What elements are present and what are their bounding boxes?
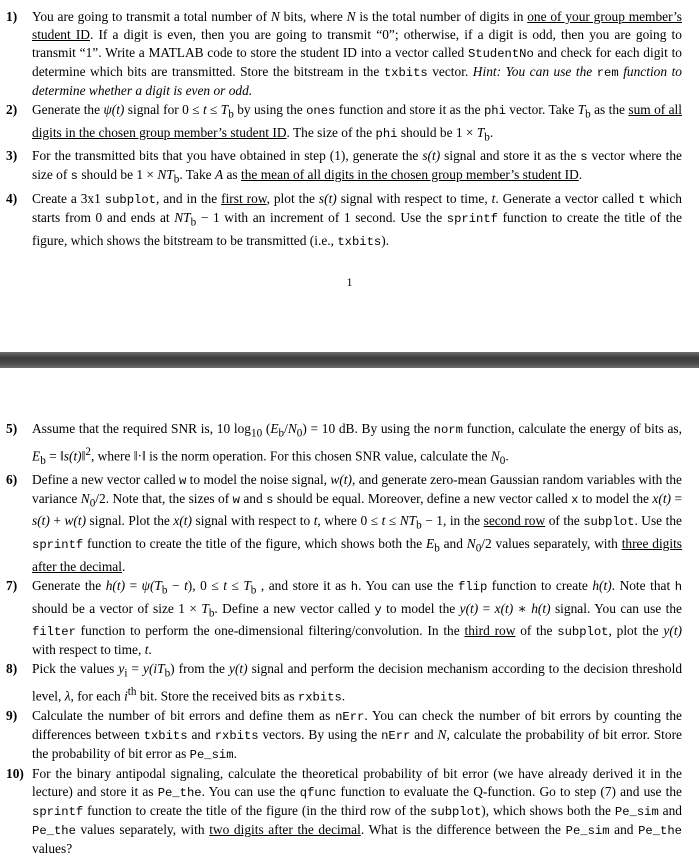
question-text: Generate the	[32, 102, 104, 117]
question-text: function to create the title of the figure, which shows both the	[83, 536, 427, 552]
question-text: is the total number of digits in	[355, 9, 528, 24]
question-text: −	[167, 577, 185, 593]
question-item	[6, 765, 682, 858]
question-text: λ	[64, 688, 71, 704]
question-text: vector.	[427, 64, 473, 79]
question-list-page-1	[6, 8, 682, 252]
code-term: Pe_sim	[614, 805, 659, 820]
question-text: ∗	[513, 600, 532, 616]
question-text: Calculate the number of bit errors and define them as	[32, 708, 336, 724]
question-item	[6, 8, 682, 100]
code-term: subplot	[104, 193, 156, 208]
question-text: y(iT	[143, 661, 165, 677]
question-text: b	[416, 520, 422, 533]
code-term: h	[350, 579, 359, 594]
question-text: Create a 3x1	[32, 191, 105, 207]
question-number: 2)	[6, 102, 18, 117]
question-item	[6, 147, 682, 189]
question-text: , and generate zero-mean Gaussian random variables with the variance	[32, 471, 682, 506]
code-term: Pe_the	[32, 824, 76, 839]
question-text: function, calculate the energy of bits as,	[462, 421, 682, 436]
question-text: values separately, with	[75, 822, 210, 838]
question-text: function to create the title of the figure, which shows the bitstream to be transmitted (i.e.,	[32, 210, 682, 248]
question-text: , plot the	[608, 623, 664, 639]
question-item	[6, 190, 682, 251]
question-text: NT	[157, 167, 174, 183]
question-text: =	[125, 577, 142, 593]
question-text: , for each	[70, 688, 125, 704]
question-text: 0	[499, 454, 506, 467]
code-term: y	[374, 602, 382, 617]
code-term: Pe_the	[157, 786, 202, 801]
question-text: b	[190, 216, 197, 229]
question-text: . You can check the number of bit errors by counting the differences between	[32, 708, 682, 743]
question-text: b	[40, 454, 46, 467]
question-text: bits, where	[279, 9, 347, 24]
question-text: vector where the size of	[32, 148, 682, 183]
question-text: i	[124, 688, 128, 704]
code-term: x	[571, 492, 579, 507]
question-text: , plot the	[266, 191, 319, 207]
question-text: ψ(T	[141, 577, 162, 593]
question-text: function to perform the one-dimensional filtering/convolution. In the	[75, 623, 465, 639]
question-text: w(t)	[64, 513, 87, 529]
question-text: function to create	[487, 577, 593, 593]
question-number: 10)	[6, 766, 24, 782]
underlined-text: second row	[483, 513, 546, 529]
question-text: to model the noise signal,	[186, 471, 331, 487]
question-item	[6, 660, 682, 706]
question-item	[6, 707, 682, 764]
question-number: 8)	[6, 661, 18, 677]
question-text: T	[577, 102, 586, 117]
question-text: T	[220, 102, 229, 117]
question-text: vector. Take	[505, 102, 578, 117]
question-text: h(t)	[531, 600, 551, 616]
question-text: N	[490, 448, 500, 464]
question-text: signal for 0 ≤	[124, 102, 203, 117]
question-text: w(t)	[330, 471, 352, 487]
question-text: b	[208, 607, 215, 620]
question-text: by using the	[233, 102, 307, 117]
question-text: x(t)	[652, 490, 672, 506]
code-term: s	[266, 492, 274, 507]
question-text: T	[476, 124, 485, 140]
question-text: . Generate a vector called	[495, 191, 639, 207]
question-text: t	[381, 513, 386, 529]
question-text: t	[223, 577, 227, 593]
question-text: T	[243, 577, 251, 593]
question-text: ), which shows both the	[481, 803, 615, 819]
code-term: qfunc	[299, 786, 337, 801]
question-text: and	[609, 822, 639, 838]
question-text: b	[278, 427, 285, 440]
question-text: E	[32, 448, 41, 464]
question-text: A	[214, 167, 224, 183]
code-term: filter	[32, 625, 76, 640]
code-term: nErr	[335, 710, 365, 725]
question-text: function to create the title of the figure (in the third row of the	[83, 803, 431, 819]
underlined-text: first row	[221, 191, 267, 207]
code-term: w	[232, 492, 240, 507]
question-text: should be a vector of size 1 ×	[32, 600, 202, 616]
question-text: s(t)	[32, 513, 50, 529]
code-term: txbits	[383, 66, 428, 80]
code-term: w	[178, 473, 187, 488]
question-text: ) from the	[170, 661, 229, 677]
question-text: 2	[85, 445, 91, 458]
question-text: and	[658, 803, 683, 819]
question-number: 3)	[6, 148, 18, 164]
question-text: y	[118, 661, 125, 677]
document-page-1	[0, 0, 699, 352]
code-term: sprintf	[32, 805, 84, 820]
question-text: b	[161, 584, 168, 597]
question-text: should be equal. Moreover, define a new vector called	[273, 490, 572, 506]
question-text: h(t)	[105, 577, 126, 593]
question-text: =	[127, 661, 143, 677]
question-text: of the	[545, 513, 584, 529]
question-text: and	[410, 727, 438, 743]
underlined-text: one of your group member’s student ID	[32, 9, 682, 42]
question-text: .	[505, 448, 509, 464]
code-term: StudentNo	[467, 47, 534, 61]
question-text: , and in the	[155, 191, 222, 207]
question-text: t	[144, 642, 149, 658]
question-text: =	[671, 490, 682, 506]
question-text: function to determine whether a digit is even or odd.	[32, 64, 682, 98]
question-text: ≤	[385, 513, 400, 529]
page-separator	[0, 352, 699, 368]
question-text: N	[346, 9, 356, 24]
code-term: subplot	[583, 515, 635, 530]
question-text: ≤	[206, 102, 221, 117]
question-text: . If a digit is even, then you are going to transmit “0”; otherwise, if a digit is odd, then you are going to transmit “1”. Write a MATLAB code to store the student ID into a vector called	[32, 27, 682, 60]
underlined-text: three digits after the decimal	[32, 536, 683, 574]
question-text: For the transmitted bits that you have obtained in step (1), generate the	[32, 148, 423, 164]
question-text: Generate the	[32, 577, 106, 593]
question-text: b	[585, 108, 591, 121]
question-text: vectors. By using the	[258, 727, 382, 743]
question-text: bit. Store the received bits as	[136, 688, 298, 704]
question-text: You are going to transmit a total number of	[32, 9, 271, 24]
question-text: b	[484, 131, 490, 144]
question-text: signal with respect to	[191, 513, 314, 529]
question-text: − 1, in the	[421, 513, 484, 529]
question-text: should be 1 ×	[78, 167, 158, 183]
question-text: should be 1 ×	[397, 124, 477, 140]
question-text: . Use the	[634, 513, 683, 529]
question-text: ) = 10 dB. By using the	[302, 421, 434, 436]
code-term: Pe_sim	[565, 824, 610, 839]
question-text: Pick the values	[32, 661, 119, 677]
question-text: b	[173, 174, 180, 187]
code-term: s	[580, 150, 588, 165]
question-text: NT	[174, 210, 191, 226]
question-text: . Take	[179, 167, 215, 183]
question-number: 4)	[6, 191, 18, 207]
code-term: nErr	[381, 729, 411, 744]
code-term: txbits	[143, 729, 188, 744]
question-text: Hint: You can use the	[472, 64, 597, 79]
question-list-page-2	[6, 420, 682, 859]
question-text: N	[287, 421, 297, 436]
code-term: rem	[596, 66, 619, 80]
question-text: /2 values separately, with	[481, 536, 622, 552]
question-text: ≤	[226, 577, 244, 593]
code-term: subplot	[557, 625, 609, 640]
question-text: b	[434, 542, 440, 555]
question-text: y(t)	[229, 661, 248, 677]
underlined-text: two digits after the decimal	[209, 822, 361, 838]
question-text: y(t)	[663, 623, 683, 639]
question-text: E	[270, 421, 279, 436]
question-text: ), 0 ≤	[187, 577, 224, 593]
question-text: th	[127, 685, 137, 698]
question-text: b	[228, 108, 234, 121]
question-text: N	[80, 490, 90, 506]
question-text: , where ‖·‖ is the norm operation. For this chosen SNR value, calculate the	[90, 448, 491, 464]
question-number: 9)	[6, 708, 18, 724]
question-text: .	[341, 688, 346, 704]
question-text: t	[313, 513, 318, 529]
question-text: , and store it as	[256, 577, 351, 593]
question-text: signal with respect to time,	[336, 191, 492, 207]
question-text: t	[184, 577, 188, 593]
question-text: signal and store it as the	[440, 148, 581, 164]
question-text: , where 0 ≤	[317, 513, 382, 529]
question-text: T	[201, 600, 209, 616]
question-text: x(t)	[494, 600, 514, 616]
question-text: +	[49, 513, 65, 529]
underlined-text: third row	[464, 623, 516, 639]
question-number: 6)	[6, 471, 18, 487]
question-text: , calculate the probability of bit error. Store the probability of bit error as	[32, 727, 682, 762]
question-text: .	[578, 167, 583, 183]
question-number: 1)	[6, 9, 18, 24]
code-term: flip	[458, 579, 488, 594]
question-text: N	[270, 9, 280, 24]
question-text: function to evaluate the Q-function. Go to step (7) and use the	[336, 784, 682, 800]
code-term: norm	[433, 423, 463, 437]
question-item	[6, 101, 682, 146]
question-text: i	[124, 667, 128, 680]
code-term: h	[674, 579, 683, 594]
question-text: For the binary antipodal signaling, calculate the theoretical probability of bit error (we have already derived it in the lecture) and store it as	[32, 766, 682, 800]
question-text: h(t)	[592, 577, 612, 593]
question-text: and	[239, 490, 267, 506]
question-text: N	[437, 727, 447, 743]
question-text: /	[284, 421, 288, 436]
page-number: 1	[346, 275, 353, 289]
question-text: .	[121, 558, 126, 574]
code-term: sprintf	[446, 212, 498, 227]
question-text: ).	[381, 232, 390, 248]
question-text: NT	[399, 513, 417, 529]
question-text: signal and perform the decision mechanism according to the decision threshold level,	[32, 661, 683, 704]
code-term: s	[70, 169, 78, 184]
question-text: t	[202, 102, 207, 117]
code-term: Pe_the	[638, 824, 682, 839]
question-text: x(t)	[173, 513, 192, 529]
question-text: (	[262, 421, 271, 436]
question-text: . What is the difference between the	[360, 822, 566, 838]
question-text: ψ(t)	[103, 102, 125, 117]
code-term: subplot	[430, 805, 482, 820]
question-text: . Note that	[611, 577, 675, 593]
question-text: N	[466, 536, 476, 552]
code-term: txbits	[337, 234, 382, 249]
question-item	[6, 577, 682, 659]
question-item	[6, 420, 682, 470]
question-text: s(t)	[63, 448, 82, 464]
question-text: as	[223, 167, 241, 183]
question-text: signal. You can use the	[550, 600, 683, 616]
question-text: ‖	[81, 448, 86, 464]
question-text: 0	[475, 542, 482, 555]
code-term: t	[638, 193, 646, 208]
underlined-text: sum of all digits in the chosen group member’s student ID	[32, 102, 682, 140]
question-text: 0	[89, 497, 96, 510]
question-text: b	[250, 584, 257, 597]
question-text: and check for each digit to determine which bits are transmitted. Store the bitstream in the	[32, 45, 682, 79]
question-text: s(t)	[422, 148, 441, 164]
question-text: 10	[250, 427, 263, 440]
question-text: .	[233, 746, 237, 762]
question-text: to model the	[578, 490, 653, 506]
question-text: = ‖	[45, 448, 64, 464]
question-number: 5)	[6, 421, 18, 436]
question-number: 7)	[6, 577, 18, 593]
question-text: . You can use the	[358, 577, 459, 593]
code-term: rxbits	[297, 690, 342, 705]
question-text: =	[478, 600, 495, 616]
question-text: to model the	[381, 600, 460, 616]
question-text: .	[148, 642, 152, 658]
question-text: Assume that the required SNR is, 10 log	[32, 421, 251, 436]
question-text: t	[491, 191, 496, 207]
question-text: and	[187, 727, 215, 743]
question-item	[6, 471, 682, 576]
question-text: s(t)	[318, 191, 337, 207]
question-text: 0	[296, 427, 303, 440]
question-text: which starts from 0 and ends at	[32, 191, 682, 226]
question-text: . You can use the	[201, 784, 300, 800]
question-text: signal. Plot the	[86, 513, 174, 529]
question-text: as the	[590, 102, 629, 117]
document-page-2	[0, 368, 699, 857]
underlined-text: the mean of all digits in the chosen group member’s student ID	[241, 167, 579, 183]
question-text: .	[489, 124, 494, 140]
code-term: sprintf	[32, 538, 84, 553]
question-text: of the	[515, 623, 558, 639]
question-text: and	[439, 536, 467, 552]
question-text: function and store it as the	[335, 102, 484, 117]
code-term: phi	[375, 126, 398, 141]
code-term: rxbits	[214, 729, 259, 744]
question-text: − 1 with an increment of 1 second. Use the	[196, 210, 447, 226]
question-text: Define a new vector called	[32, 471, 179, 487]
question-text: . The size of the	[286, 124, 376, 140]
question-text: b	[164, 667, 171, 680]
code-term: phi	[483, 104, 506, 118]
question-text: with respect to time,	[32, 642, 145, 658]
question-text: /2. Note that, the sizes of	[95, 490, 233, 506]
question-text: y(t)	[459, 600, 479, 616]
code-term: ones	[306, 104, 336, 118]
question-text: E	[426, 536, 435, 552]
code-term: Pe_sim	[189, 748, 234, 763]
question-text: . Define a new vector called	[214, 600, 375, 616]
question-text: values?	[32, 841, 73, 857]
